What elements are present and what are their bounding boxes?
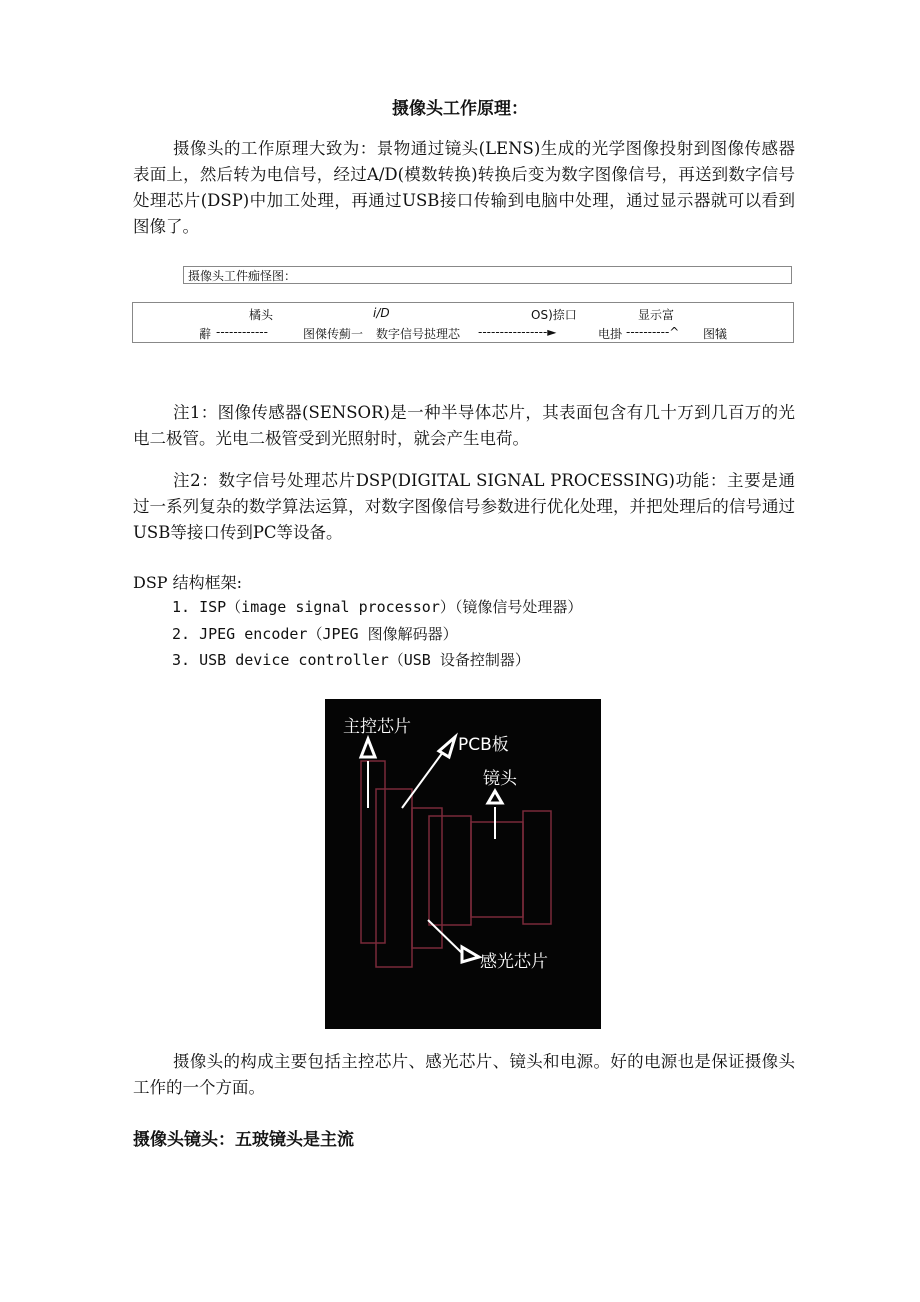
label-lens: 镜头 xyxy=(483,769,517,789)
flow-label-interface: OS)捺口 xyxy=(531,308,577,322)
flow-label-display: 显示富 xyxy=(638,308,675,322)
label-sensor: 感光芯片 xyxy=(480,952,548,972)
main-chip-arrowhead xyxy=(361,739,375,757)
page-title: 摄像头工作原理： xyxy=(392,99,528,119)
flow-dash-1: ------------ xyxy=(216,325,268,339)
intro-paragraph: 摄像头的工作原理大致为：景物通过镜头(LENS)生成的光学图像投射到图像传感器表面上，然后转为电信号，经过A/D(模数转换)转换后变为数字图像信号，再送到数字信号处理芯片(DSP)中加工处理，再通过USB接口传输到电脑中处理，通过显示器就可以看到图像了。 xyxy=(133,139,795,236)
pcb-outline xyxy=(376,789,412,967)
flow-start: 辭 xyxy=(199,327,212,341)
sensor-arrowhead xyxy=(462,947,479,962)
composition-paragraph: 摄像头的构成主要包括主控芯片、感光芯片、镜头和电源。好的电源也是保证摄像头工作的一个方面。 xyxy=(133,1052,795,1097)
dsp-heading: DSP 结构框架: xyxy=(133,573,243,592)
diagram-arrowheads xyxy=(361,737,502,962)
flow-node-dsp: 数字信号挞理芯 xyxy=(376,327,461,341)
flow-label-ad: i/D xyxy=(373,306,390,320)
camera-structure-diagram xyxy=(325,699,601,1029)
pcb-pointer xyxy=(402,752,443,808)
lens-section-heading: 摄像头镜头：五玻镜头是主流 xyxy=(133,1130,354,1150)
note-2-paragraph: 注2：数字信号处理芯片DSP(DIGITAL SIGNAL PROCESSING)功能：主要是通过一系列复杂的数学算法运算，对数字图像信号参数进行优化处理，并把处理后的信号通过USB等接口传到PC等设备。 xyxy=(133,471,795,542)
dsp-list xyxy=(172,597,582,677)
flow-label-lens: 橘头 xyxy=(249,308,274,322)
dsp-list-item: 1. ISP（image signal processor）（镜像信号处理器） xyxy=(172,598,583,616)
sensor-outline xyxy=(412,808,442,948)
flow-dash-2: ----------------► xyxy=(478,325,557,339)
flow-node-sensor: 图傑传薊一 xyxy=(303,327,364,341)
dsp-list-item: 2. JPEG encoder（JPEG 图像解码器） xyxy=(172,624,458,643)
flow-node-pc: 电掛 xyxy=(598,327,623,341)
flow-dash-3: ----------^ xyxy=(626,325,680,339)
label-pcb: PCB板 xyxy=(458,735,509,755)
note-1-paragraph: 注1：图像传感器(SENSOR)是一种半导体芯片，其表面包含有几十万到几百万的光电二极管。光电二极管受到光照射时，就会产生电荷。 xyxy=(133,403,795,448)
lens-barrel-outline xyxy=(471,822,523,917)
diagram-outlines xyxy=(361,761,551,967)
flow-node-image: 图犠 xyxy=(703,327,728,341)
diagram-pointers xyxy=(368,752,495,955)
flow-chart xyxy=(132,302,794,343)
flow-chart-title: 摄像头工件痂怪图： xyxy=(183,266,792,284)
lens-front-outline xyxy=(523,811,551,924)
lens-holder-outline xyxy=(429,816,471,925)
lens-arrowhead xyxy=(488,791,502,803)
label-main-chip: 主控芯片 xyxy=(343,717,411,737)
pcb-arrowhead xyxy=(439,737,455,757)
dsp-list-item: 3. USB device controller（USB 设备控制器） xyxy=(172,651,530,669)
diagram-svg xyxy=(325,699,601,1029)
